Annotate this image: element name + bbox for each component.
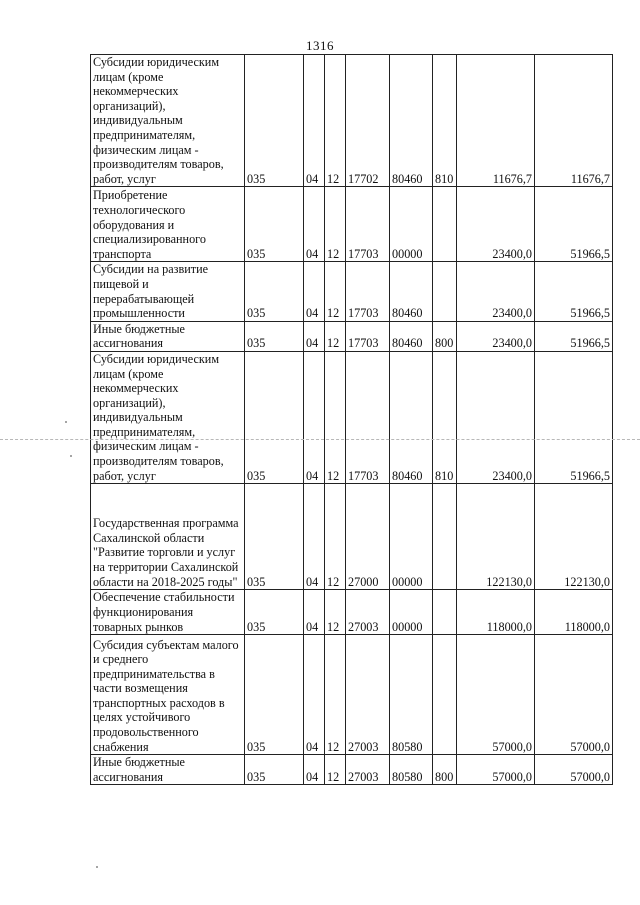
table-row <box>91 484 613 590</box>
cell-sum-2: 11676,7 <box>535 55 613 187</box>
table-row <box>91 262 613 321</box>
cell-name: Обеспечение стабильности функционирования товарных рынков <box>91 590 245 635</box>
scan-speck <box>65 421 67 423</box>
cell-sum-2: 51966,5 <box>535 262 613 321</box>
cell-expense-type: 800 <box>433 321 457 351</box>
scan-artifact-line <box>0 439 640 440</box>
cell-program: 17703 <box>346 187 390 262</box>
cell-subsection: 12 <box>325 187 346 262</box>
cell-direction: 80460 <box>390 262 433 321</box>
cell-sum-2: 118000,0 <box>535 590 613 635</box>
cell-ministry: 035 <box>245 55 304 187</box>
cell-direction: 00000 <box>390 484 433 590</box>
cell-name: Субсидии на развитие пищевой и перерабатывающей промышленности <box>91 262 245 321</box>
cell-section: 04 <box>304 321 325 351</box>
cell-direction: 80580 <box>390 755 433 785</box>
cell-expense-type <box>433 484 457 590</box>
table-row <box>91 187 613 262</box>
cell-subsection: 12 <box>325 755 346 785</box>
cell-direction: 80460 <box>390 321 433 351</box>
table-row <box>91 321 613 351</box>
cell-program: 17702 <box>346 55 390 187</box>
cell-name: Приобретение технологического оборудования и специализированного транспорта <box>91 187 245 262</box>
cell-subsection: 12 <box>325 351 346 483</box>
cell-program: 27003 <box>346 755 390 785</box>
cell-section: 04 <box>304 187 325 262</box>
cell-program: 17703 <box>346 351 390 483</box>
cell-program: 17703 <box>346 262 390 321</box>
cell-subsection: 12 <box>325 484 346 590</box>
cell-subsection: 12 <box>325 635 346 755</box>
cell-subsection: 12 <box>325 55 346 187</box>
cell-program: 27000 <box>346 484 390 590</box>
cell-section: 04 <box>304 484 325 590</box>
cell-name: Субсидии юридическим лицам (кроме некоммерческих организаций), индивидуальным предпринимателям, физическим лицам - производителям товаров, работ, услуг <box>91 55 245 187</box>
cell-direction: 80460 <box>390 351 433 483</box>
budget-table-body <box>91 55 613 785</box>
cell-expense-type: 810 <box>433 351 457 483</box>
cell-expense-type: 800 <box>433 755 457 785</box>
cell-sum-1: 57000,0 <box>457 755 535 785</box>
cell-sum-2: 51966,5 <box>535 351 613 483</box>
cell-sum-1: 11676,7 <box>457 55 535 187</box>
cell-ministry: 035 <box>245 590 304 635</box>
cell-sum-1: 122130,0 <box>457 484 535 590</box>
cell-name: Субсидия субъектам малого и среднего предпринимательства в части возмещения транспортных расходов в целях устойчивого продовольственного снабжения <box>91 635 245 755</box>
table-row <box>91 635 613 755</box>
cell-name: Субсидии юридическим лицам (кроме некоммерческих организаций), индивидуальным предпринимателям, физическим лицам - производителям товаров, работ, услуг <box>91 351 245 483</box>
cell-section: 04 <box>304 590 325 635</box>
scan-speck <box>96 866 98 868</box>
cell-sum-1: 23400,0 <box>457 262 535 321</box>
cell-ministry: 035 <box>245 635 304 755</box>
table-row <box>91 55 613 187</box>
cell-section: 04 <box>304 55 325 187</box>
cell-ministry: 035 <box>245 262 304 321</box>
cell-ministry: 035 <box>245 187 304 262</box>
table-row <box>91 590 613 635</box>
budget-table <box>90 54 613 785</box>
cell-sum-1: 23400,0 <box>457 187 535 262</box>
cell-expense-type <box>433 187 457 262</box>
cell-direction: 80580 <box>390 635 433 755</box>
cell-sum-1: 23400,0 <box>457 351 535 483</box>
cell-sum-1: 118000,0 <box>457 590 535 635</box>
cell-sum-1: 57000,0 <box>457 635 535 755</box>
cell-name: Иные бюджетные ассигнования <box>91 755 245 785</box>
cell-ministry: 035 <box>245 484 304 590</box>
cell-sum-2: 51966,5 <box>535 187 613 262</box>
cell-expense-type <box>433 262 457 321</box>
cell-section: 04 <box>304 635 325 755</box>
cell-direction: 00000 <box>390 590 433 635</box>
table-row <box>91 755 613 785</box>
cell-sum-2: 57000,0 <box>535 635 613 755</box>
table-row <box>91 351 613 483</box>
cell-program: 27003 <box>346 590 390 635</box>
scan-speck <box>70 455 72 457</box>
cell-subsection: 12 <box>325 262 346 321</box>
cell-expense-type <box>433 590 457 635</box>
cell-section: 04 <box>304 351 325 483</box>
cell-ministry: 035 <box>245 321 304 351</box>
cell-expense-type: 810 <box>433 55 457 187</box>
cell-direction: 80460 <box>390 55 433 187</box>
cell-sum-2: 51966,5 <box>535 321 613 351</box>
cell-program: 27003 <box>346 635 390 755</box>
cell-section: 04 <box>304 755 325 785</box>
cell-name: Иные бюджетные ассигнования <box>91 321 245 351</box>
cell-ministry: 035 <box>245 351 304 483</box>
page-number: 1316 <box>306 38 334 53</box>
cell-subsection: 12 <box>325 321 346 351</box>
cell-section: 04 <box>304 262 325 321</box>
cell-subsection: 12 <box>325 590 346 635</box>
cell-sum-2: 122130,0 <box>535 484 613 590</box>
cell-sum-2: 57000,0 <box>535 755 613 785</box>
cell-expense-type <box>433 635 457 755</box>
cell-direction: 00000 <box>390 187 433 262</box>
cell-program: 17703 <box>346 321 390 351</box>
cell-ministry: 035 <box>245 755 304 785</box>
cell-sum-1: 23400,0 <box>457 321 535 351</box>
cell-name: Государственная программа Сахалинской области "Развитие торговли и услуг на территории Сахалинской области на 2018-2025 годы" <box>91 484 245 590</box>
